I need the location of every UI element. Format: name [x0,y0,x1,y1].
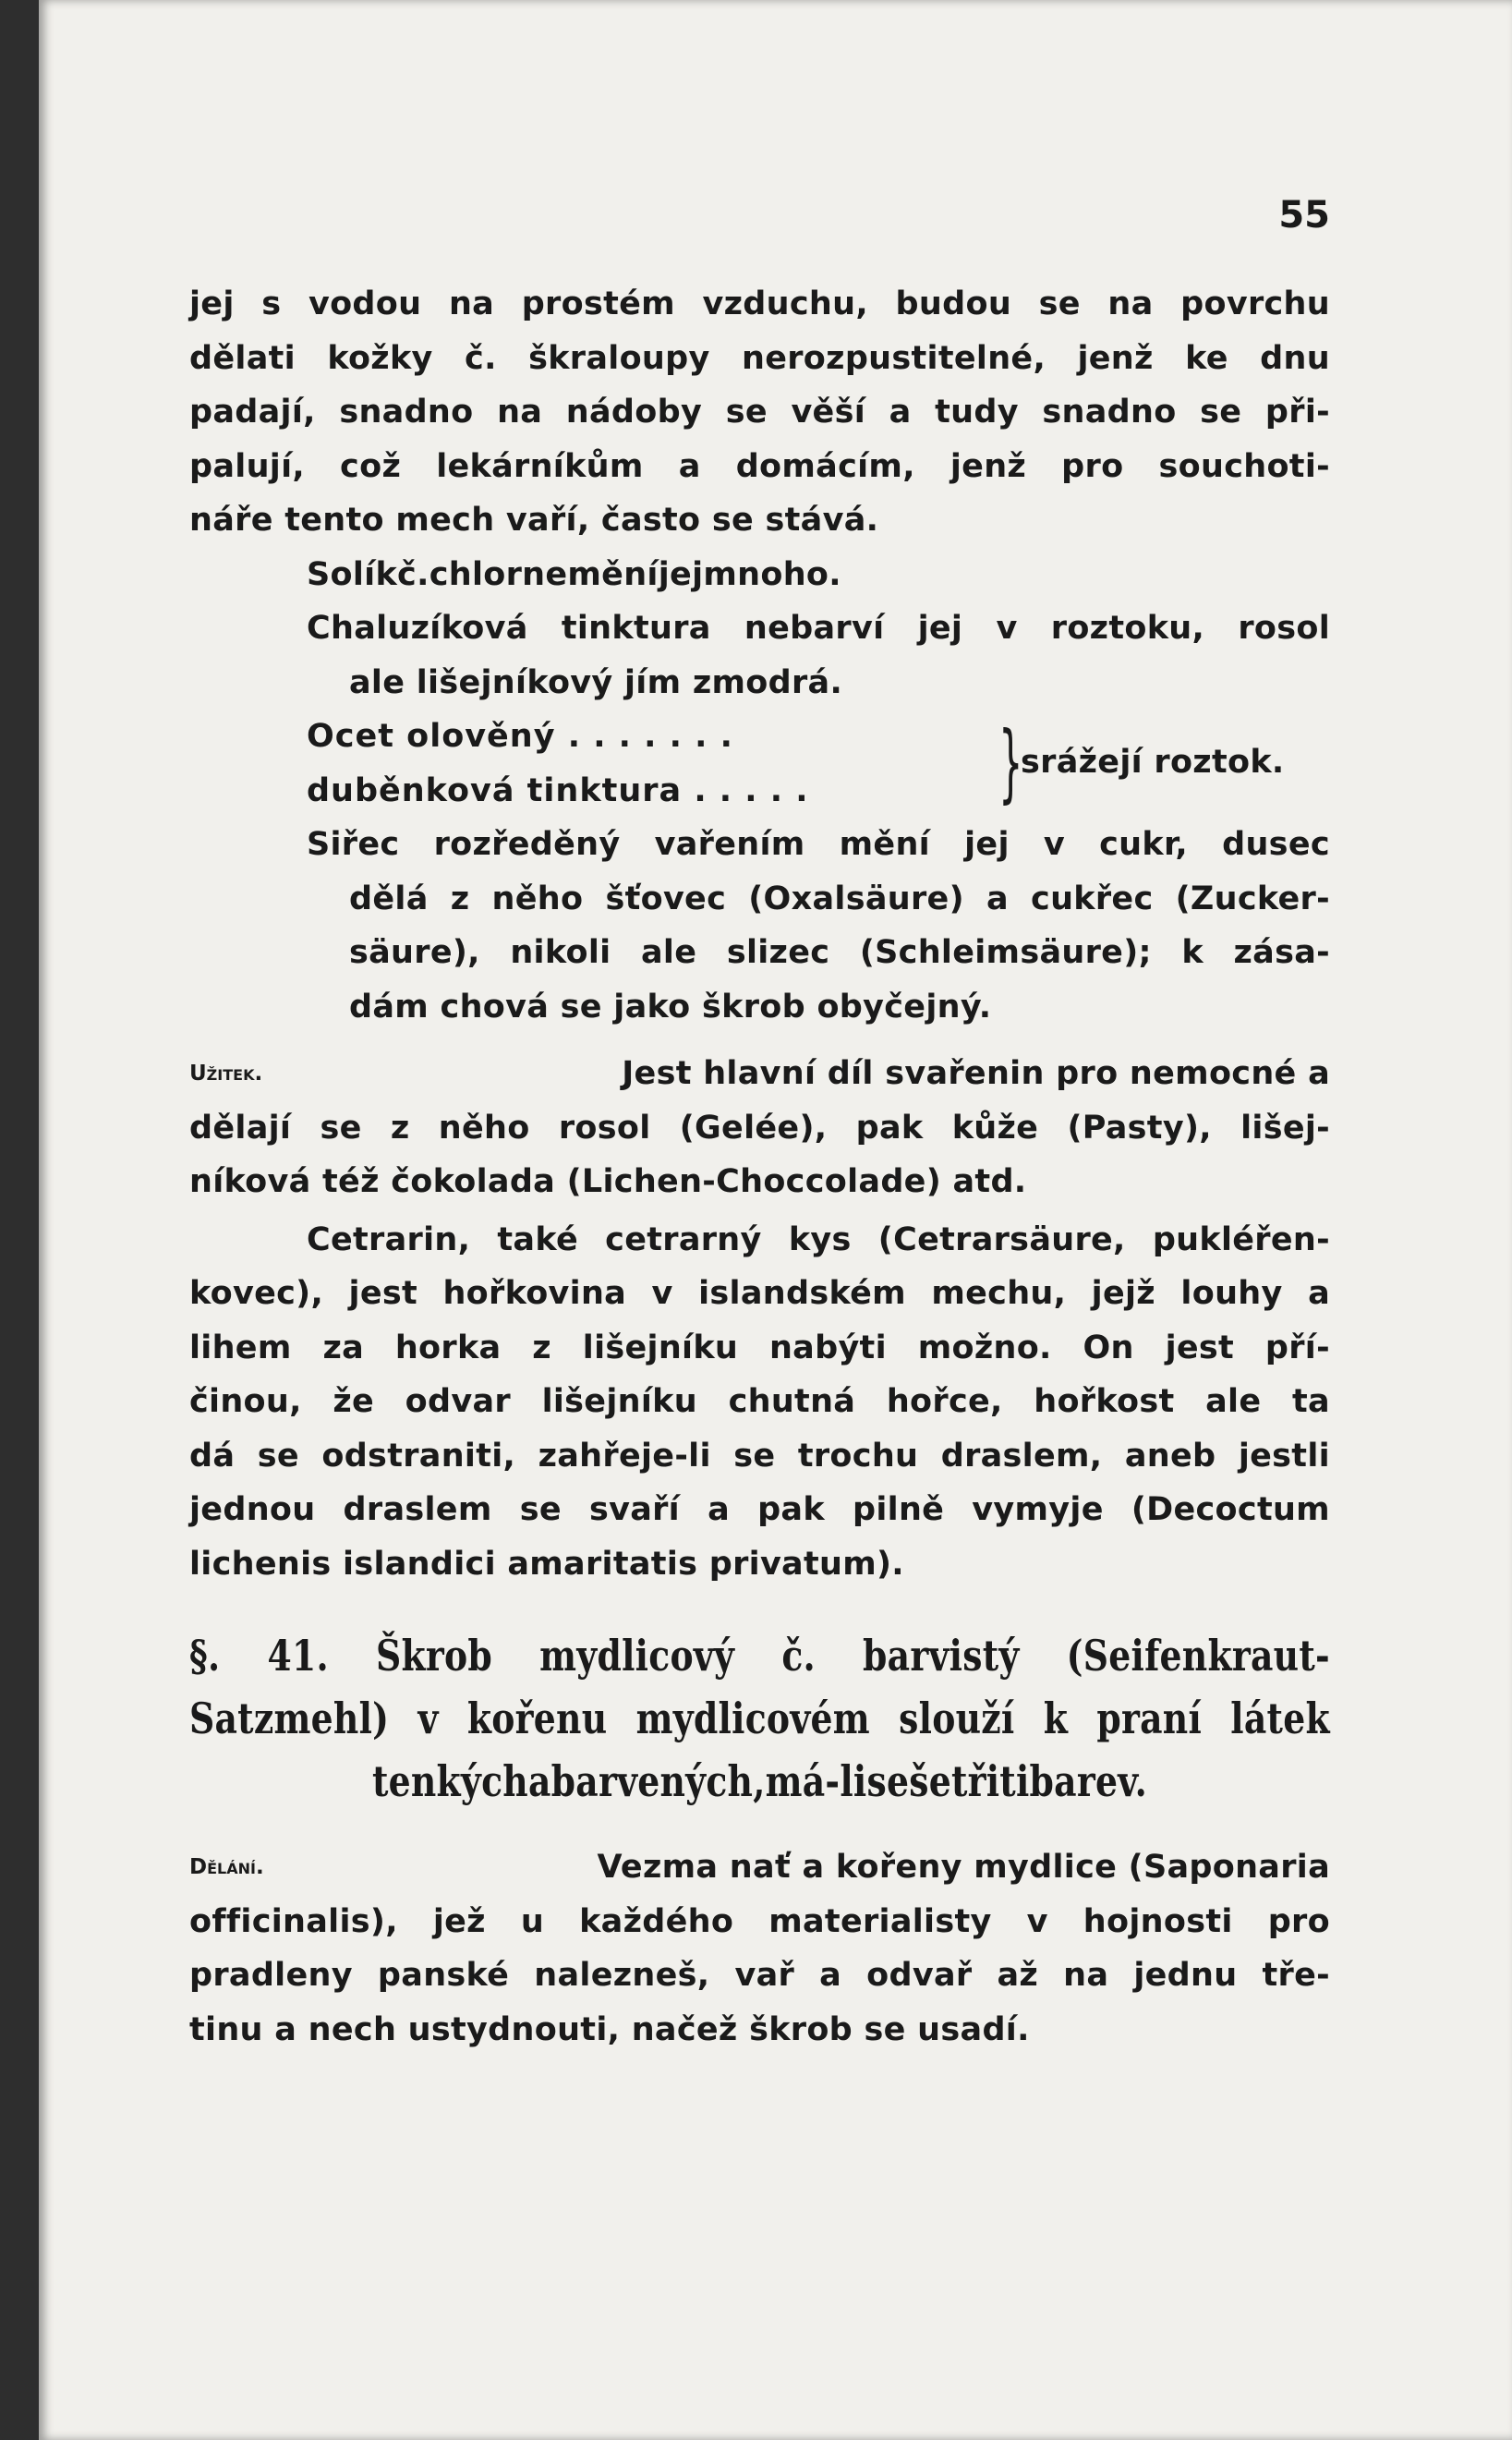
heading-line: tenkých a barvených, má-li se šetřiti barev. [371,1756,1147,1806]
text-line: officinalis), jež u každého materialisty v hojnosti pro [189,1902,1330,1940]
text-line: ale lišejníkový jím zmodrá. [349,663,843,701]
text-line: níková též čokolada (Lichen-Choccolade) atd. [189,1163,1027,1200]
reagent-item: Ocet olověný . . . . . . . [307,718,733,755]
text-line: Chaluzíková tinktura nebarví jej v roztoku, rosol [307,610,1330,647]
text-line: náře tento mech vaří, často se stává. [189,502,879,539]
text-line: jednou draslem se svaří a pak pilně vymyje (Decoctum [189,1491,1330,1528]
text-line: dělati kožky č. škraloupy nerozpustitelné, jenž ke dnu [189,339,1330,377]
text-line: činou, že odvar lišejníku chutná hořce, hořkost ale ta [189,1383,1330,1420]
text-line: Cetrarin, také cetrarný kys (Cetrarsäure, pukléřen- [307,1220,1330,1258]
text-line: kovec), jest hořkovina v islandském mechu, jejž louhy a [189,1275,1330,1312]
page-number: 55 [1278,194,1330,237]
heading-line: §. 41. Škrob mydlicový č. barvistý (Seifenkraut- [189,1631,1330,1681]
text-line [189,1840,1330,1895]
text-line: tinu a nech ustydnouti, načež škrob se usadí. [189,2010,1030,2048]
text-line: säure), nikoli ale slizec (Schleimsäure); k zása- [349,934,1330,971]
text-line: lihem za horka z lišejníku nabýti možno. On jest pří- [189,1329,1330,1366]
text-line: Siřec rozředěný vařením mění jej v cukr, dusec [307,826,1330,863]
text-line: jej s vodou na prostém vzduchu, budou se na povrchu [189,285,1330,322]
paragraph-1 [189,277,1330,548]
heading-line: Satzmehl) v kořenu mydlicovém slouží k praní látek [189,1693,1330,1743]
text-line: pradleny panské nalezneš, vař a odvař až na jednu tře- [189,1957,1330,1994]
text-span: Vezma nať a kořeny mydlice (Saponaria [597,1849,1330,1886]
text-line: palují, což lekárníkům a domácím, jenž pro souchoti- [189,447,1330,485]
text-line: dělají se z něho rosol (Gelée), pak kůže (Pasty), lišej- [189,1109,1330,1147]
marginal-label: Dělání. [189,1855,264,1879]
cetrarin-paragraph [189,1213,1330,1592]
uzitek-paragraph [189,1047,1330,1209]
chaluzikova-paragraph [189,601,1330,710]
reagent-result: srážejí roztok. [1021,744,1285,781]
page-text [189,277,1330,2057]
marginal-label: Užitek. [189,1062,263,1086]
text-line: dělá z něho šťovec (Oxalsäure) a cukřec (Zucker- [349,880,1330,917]
brace-symbol: } [998,713,1023,812]
text-line: lichenis islandici amaritatis privatum). [189,1545,904,1583]
text-line [189,1047,1330,1101]
text-line: dá se odstraniti, zahřeje-li se trochu draslem, aneb jestli [189,1437,1330,1475]
section-41-heading [189,1624,1330,1813]
sirec-paragraph [189,818,1330,1034]
text-span: Jest hlavní díl svařenin pro nemocné a [622,1055,1330,1092]
delani-paragraph [189,1840,1330,2057]
reagent-list [189,710,1330,818]
text-line: padají, snadno na nádoby se věší a tudy snadno se při- [189,394,1330,431]
reagent-item: duběnková tinktura . . . . . [307,771,809,809]
text-line: dám chová se jako škrob obyčejný. [349,988,992,1026]
solik-line: Solík č. chlor nemění jej mnoho. [307,555,841,593]
